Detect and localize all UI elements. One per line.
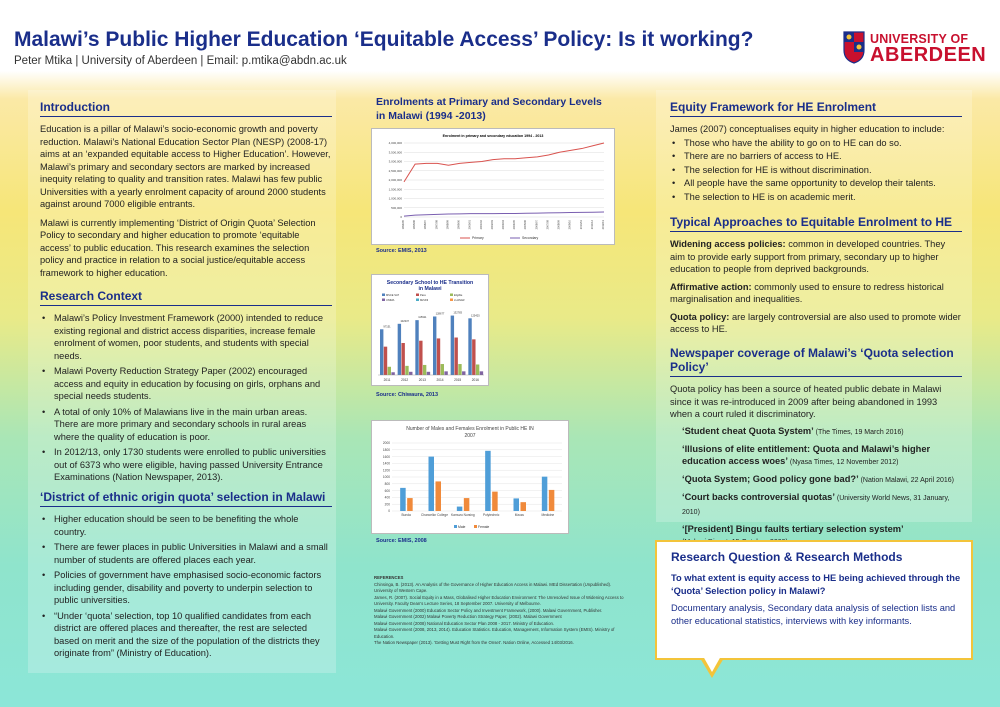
chart3-bar	[400, 488, 406, 511]
research-context-heading: Research Context	[40, 289, 332, 306]
introduction-section	[40, 100, 332, 279]
chart1-title: Enrolments at Primary and Secondary Levels in Malawi (1994 -2013)	[376, 96, 602, 122]
intro-paragraph-2: Malawi is currently implementing ‘District of Origin Quota’ Selection Policy to secondary and higher education to promote ‘equitable access’ to public education. This research examines the selection policy and practice in relation to a social justice/equitable access framework to higher education.	[40, 217, 316, 278]
approaches-section	[670, 215, 962, 336]
logo-line2: ABERDEEN	[870, 44, 987, 66]
chart2-legend-swatch	[416, 294, 419, 297]
chart1-xtick: 2002/03	[490, 220, 494, 230]
chart2-bar	[444, 371, 447, 375]
chart3-xtick: Bunda	[401, 513, 411, 517]
chart2-bar	[451, 316, 454, 375]
reference-item: Malawi Government (2000) Education Sector Policy and Investment Framework, (2000). Malawi Government, Publisher.	[374, 607, 603, 613]
chart3-bar	[492, 492, 498, 511]
chart1-xtick: 2003/04	[502, 220, 505, 230]
headline-item: ‘Student cheat Quota System’ (The Times, 19 March 2016)	[682, 425, 904, 436]
equity-intro: James (2007) conceptualises equity in higher education to include:	[670, 124, 945, 134]
news-heading: Newspaper coverage of Malawi’s ‘Quota selection Policy’	[670, 346, 962, 377]
chart2-bar	[480, 371, 483, 375]
rq-question: To what extent is equity access to HE being achieved through the ‘Quota’ Selection policy in Malawi?	[671, 573, 961, 596]
chart3-ytick: 600	[384, 488, 390, 493]
chart2-legend-swatch	[382, 299, 385, 302]
chart3-ytick: 800	[384, 482, 390, 486]
chart1-inner-title: Enrolment in primary and secondary education 1994 - 2013	[442, 134, 544, 138]
equity-heading: Equity Framework for HE Enrolment	[670, 100, 962, 117]
chart3-xtick: Polytechnic	[483, 513, 500, 517]
context-item: • In 2012/13, only 1730 students were enrolled to public universities out of 6373 who were eligible, having passed University Entrance Examinations (Nation Newspaper, 2013).	[40, 446, 332, 484]
chart3-ytick: 200	[384, 502, 390, 507]
chart2-xtick: 2015	[454, 378, 462, 382]
chart3-ytick: 1800	[382, 448, 390, 452]
chart1-xtick: 2000/01	[468, 220, 472, 230]
chart2-data-label: 115911	[418, 316, 427, 320]
chart2-legend-swatch	[416, 299, 419, 302]
chart2-legend-label: MZUNI	[420, 299, 429, 302]
chart1-xtick: 1999/00	[457, 220, 461, 230]
approach-widening: Widening access policies: common in developed countries. They aim to provide early support from primary, secondary up to higher education to people from deprived backgrounds.	[670, 239, 946, 274]
chart3-xtick: Chancellor College	[421, 513, 448, 517]
chart1-xtick: 2012/13	[602, 220, 605, 230]
chart2-bar	[405, 366, 408, 375]
gender-bar-chart	[372, 421, 568, 533]
chart1-xtick: 2001/02	[479, 220, 483, 230]
chart2-title-line1: Secondary School to HE Transition	[386, 280, 474, 286]
chart3-ytick: 2000	[382, 441, 390, 446]
chart3-bar	[549, 490, 555, 511]
chart3-xtick: Mzuzu	[514, 513, 525, 517]
chart2-bar	[437, 338, 440, 375]
chart1-series-line	[404, 143, 604, 182]
transition-bar-chart	[372, 275, 488, 385]
chart1-xtick: 1997/98	[435, 220, 439, 230]
chart1-legend-label: Primary	[472, 236, 484, 240]
references	[374, 575, 629, 647]
chart2-bar	[398, 324, 401, 375]
chart2-bar	[433, 316, 436, 375]
rq-methods: Documentary analysis, Secondary data analysis of selection lists and other educational statistics, interviews with key informants.	[671, 603, 956, 626]
chart2-bar	[401, 343, 404, 375]
author-line: Peter Mtika | University of Aberdeen | Email: p.mtika@abdn.ac.uk	[14, 55, 347, 67]
chart2-xtick: 2016	[471, 378, 479, 382]
chart2-box	[371, 274, 489, 386]
university-logo	[842, 30, 987, 66]
chart3-bar	[514, 498, 520, 511]
chart2-bar	[415, 320, 418, 375]
chart1-xtick: 1998/99	[446, 220, 450, 230]
quota-section	[40, 490, 332, 663]
chart2-bar	[476, 364, 479, 375]
chart2-xtick: 2012	[401, 378, 409, 382]
references-heading: REFERENCES	[374, 575, 404, 580]
reference-item: James, R. (2007). Social Equity in a Mass, Globalised Higher Education Environment: The Unresolved Issue of Widening Access to University. Faculty Dean's Lecture Series, 18 September 2007. University of Melbourne.	[374, 594, 624, 606]
chart1-xtick: 2011/12	[590, 220, 594, 230]
chart3-ytick: 1400	[382, 461, 390, 466]
chart2-bar	[454, 338, 457, 375]
quota-item: • Policies of government have emphasised socio-economic factors including gender, disability and poverty to underpin selection to public universities.	[40, 569, 332, 607]
chart2-legend-swatch	[450, 299, 453, 302]
approaches-heading: Typical Approaches to Equitable Enrolment to HE	[670, 215, 962, 232]
equity-section	[670, 100, 962, 204]
chart3-legend-swatch	[474, 525, 477, 528]
chart2-bar	[462, 371, 465, 375]
logo-line1: UNIVERSITY OF	[870, 32, 969, 46]
chart3-title-line2: 2007	[464, 433, 476, 439]
chart3-legend-swatch	[454, 525, 457, 528]
chart1-xtick: 1994/95	[402, 220, 405, 230]
chart2-bar	[380, 329, 383, 375]
chart3-bar	[429, 457, 435, 511]
research-context-section	[40, 289, 332, 487]
chart2-xtick: 2013	[418, 378, 426, 382]
chart2-data-label: 97151	[383, 325, 391, 329]
chart1-ytick: 3,000,000	[388, 159, 402, 164]
chart2-xtick: 2011	[383, 378, 391, 382]
chart2-source: Source: Chiwaura, 2013	[376, 392, 439, 398]
chart1-ytick: 2,000,000	[388, 178, 402, 182]
reference-item: Chinsinga, B. (2013). An Analysis of the Governance of Higher Education Access in Malawi. MEd Dissertation (Unpublished). University of Western Cape.	[374, 581, 612, 593]
context-item: • A total of only 10% of Malawians live in the main urban areas. There are more primary and secondary schools in rural areas where the quality of education is poor.	[40, 406, 332, 444]
chart3-bar	[464, 498, 470, 511]
equity-item: • There are no barriers of access to HE.	[670, 150, 962, 163]
chart2-data-label: 132783	[453, 311, 462, 315]
chart1-series-line	[404, 212, 604, 216]
chart2-legend-label: Pass	[420, 294, 426, 297]
chart2-data-label: 128677	[435, 312, 445, 316]
news-section	[670, 346, 962, 549]
chart1-ytick: 1,500,000	[388, 187, 402, 192]
chart2-title-line2: in Malawi	[418, 286, 442, 292]
chart1-xtick: 2006/07	[535, 220, 539, 230]
chart2-bar	[423, 365, 426, 375]
chart1-ytick: 3,500,000	[388, 150, 402, 155]
news-intro: Quota policy has been a source of heated public debate in Malawi since it was re-introduced in 2009 after being abandoned in 1993 when a court ruled it discriminatory.	[670, 384, 942, 419]
chart3-ytick: 1600	[382, 454, 390, 459]
chart3-bar	[521, 502, 527, 511]
headline-item: ‘[President] Bingu faults tertiary selection system’	[682, 523, 904, 534]
chart1-ytick: 500,000	[391, 205, 402, 210]
chart3-legend-label: Male	[458, 525, 466, 529]
chart1-ytick: 4,000,000	[388, 141, 402, 145]
chart3-ytick: 400	[384, 495, 390, 500]
chart1-legend-label: Secondary	[522, 236, 539, 240]
chart2-bar	[427, 372, 430, 375]
chart1-xtick: 2005/06	[524, 220, 528, 230]
chart3-bar	[407, 498, 413, 511]
reference-item: The Nation Newspaper (2013). 'Getting Must Right from the Onset'. Nation Online, Accessed 14/03/2016.	[374, 640, 574, 645]
chart1-ytick: 2,500,000	[388, 168, 402, 173]
chart3-legend-label: Female	[478, 525, 490, 529]
reference-item: Malawi Government (2008) National Education Sector Plan 2008 - 2017. Ministry of Education.	[374, 620, 555, 626]
equity-item: • The selection to HE is on academic merit.	[670, 191, 962, 204]
equity-item: • All people have the same opportunity to develop their talents.	[670, 177, 962, 190]
quota-item: • There are fewer places in public Universities in Malawi and a small number of students are offered places each year.	[40, 541, 332, 566]
chart3-bar	[436, 481, 442, 511]
reference-item: Malawi Government (2002) Malawi Poverty Reduction Strategy Paper, (2002). Malawi Government	[374, 614, 562, 619]
chart2-bar	[419, 341, 422, 375]
chart1-xtick: 1995/96	[413, 220, 417, 230]
chart1-xtick: 2007/08	[546, 220, 550, 230]
crest-icon	[842, 30, 866, 64]
headline-item: ‘Quota System; Good policy gone bad?’ (Nation Malawi, 22 April 2016)	[682, 473, 954, 484]
speech-tail-inner	[703, 656, 721, 672]
equity-item: • The selection for HE is without discrimination.	[670, 164, 962, 177]
reference-item: Malawi Government (2008, 2013, 2014). Education Statistics. Education, Management, Information System (EMIS). Ministry of Education.	[374, 627, 615, 639]
chart3-bar	[542, 477, 548, 511]
context-item: • Malawi Poverty Reduction Strategy Paper (2002) encouraged access and equity in education by focusing on girls, orphans and special needs students.	[40, 365, 332, 403]
enrolment-line-chart	[372, 129, 614, 244]
chart2-legend-swatch	[450, 294, 453, 297]
quota-item: • “Under ‘quota’ selection, top 10 qualified candidates from each district are offered places and thereafter, the rest are selected based on merit and the size of the population of the districts they originate from” (Ministry of Education).	[40, 610, 332, 660]
headline-item: ‘Illusions of elite entitlement: Quota and Malawi’s higher education access woes’ (Nyasa Times, 12 November 2012)	[682, 443, 931, 466]
approach-quota: Quota policy: are largely controversial are also used to promote wider access to HE.	[670, 311, 961, 334]
chart3-ytick: 0	[388, 509, 390, 514]
poster-title: Malawi’s Public Higher Education ‘Equitable Access’ Policy: Is it working?	[14, 28, 754, 51]
headline-item: ‘Court backs controversial quotas’ (University World News, 31 January, 2010)	[682, 491, 950, 516]
chart2-bar	[458, 364, 461, 375]
chart2-legend-label: UNIMA	[386, 299, 395, 302]
context-item: • Malawi’s Policy Investment Framework (2000) intended to reduce existing regional and district access disparities, increase female enrolment of women, poor students, and students with special needs.	[40, 312, 332, 362]
chart1-ytick: 0	[400, 215, 402, 219]
rq-heading: Research Question & Research Methods	[671, 550, 903, 564]
research-question-box	[655, 540, 973, 660]
chart1-source: Source: EMIS, 2013	[376, 248, 427, 254]
chart3-ytick: 1000	[382, 475, 390, 480]
chart2-legend-label: LUANAR	[454, 299, 465, 302]
chart3-xtick: Kamuzu Nursing	[451, 513, 475, 517]
chart1-xtick: 2008/09	[557, 220, 561, 230]
chart1-box	[371, 128, 615, 245]
chart1-xtick: 2004/05	[513, 220, 517, 230]
equity-item: • Those who have the ability to go on to HE can do so.	[670, 137, 962, 150]
chart2-bar	[468, 318, 471, 375]
chart2-data-label: 125425	[471, 314, 480, 318]
chart3-bar	[457, 507, 463, 511]
chart3-bar	[485, 451, 491, 511]
chart3-ytick: 1200	[382, 468, 390, 473]
chart3-box	[371, 420, 569, 534]
chart2-bar	[409, 372, 412, 375]
chart2-bar	[388, 367, 391, 375]
chart2-xtick: 2014	[436, 378, 444, 382]
intro-paragraph-1: Education is a pillar of Malawi’s socio-economic growth and poverty reduction. Malawi’s National Education Sector Plan (NESP) (2008-17) aims at an ‘expanded equitable access to Higher Education’. However, Malawi’s primary and secondary sectors are marked by increased inequity relating to quality and transition rates. Malawi has few public Universities with a yearly enrolment capacity of around 2000 students against around 7000 eligible entrants.	[40, 124, 331, 209]
quota-item: • Higher education should be seen to be benefiting the whole country.	[40, 513, 332, 538]
approach-affirmative: Affirmative action: commonly used to ensure to redress historical marginalisation and inequalities.	[670, 281, 944, 304]
chart3-source: Source: EMIS, 2008	[376, 538, 427, 544]
chart1-xtick: 2010/11	[579, 220, 583, 230]
chart2-legend-label: MSCE SAT	[386, 294, 400, 297]
chart2-legend-swatch	[382, 294, 385, 297]
chart3-title-line1: Number of Males and Females Enrolment in Public HE IN	[406, 426, 534, 432]
quota-heading: ‘District of ethnic origin quota’ selection in Malawi	[40, 490, 332, 507]
chart2-bar	[472, 339, 475, 375]
chart2-bar	[391, 372, 394, 375]
chart2-legend-label: Eligible	[454, 294, 463, 297]
chart3-xtick: Medicine	[541, 513, 555, 517]
chart1-xtick: 1996/97	[424, 220, 428, 230]
introduction-heading: Introduction	[40, 100, 332, 117]
chart2-bar	[441, 364, 444, 375]
chart1-ytick: 1,000,000	[388, 196, 402, 201]
chart1-xtick: 2009/10	[568, 220, 572, 230]
chart2-bar	[384, 347, 387, 375]
chart2-data-label: 102337	[400, 319, 409, 323]
